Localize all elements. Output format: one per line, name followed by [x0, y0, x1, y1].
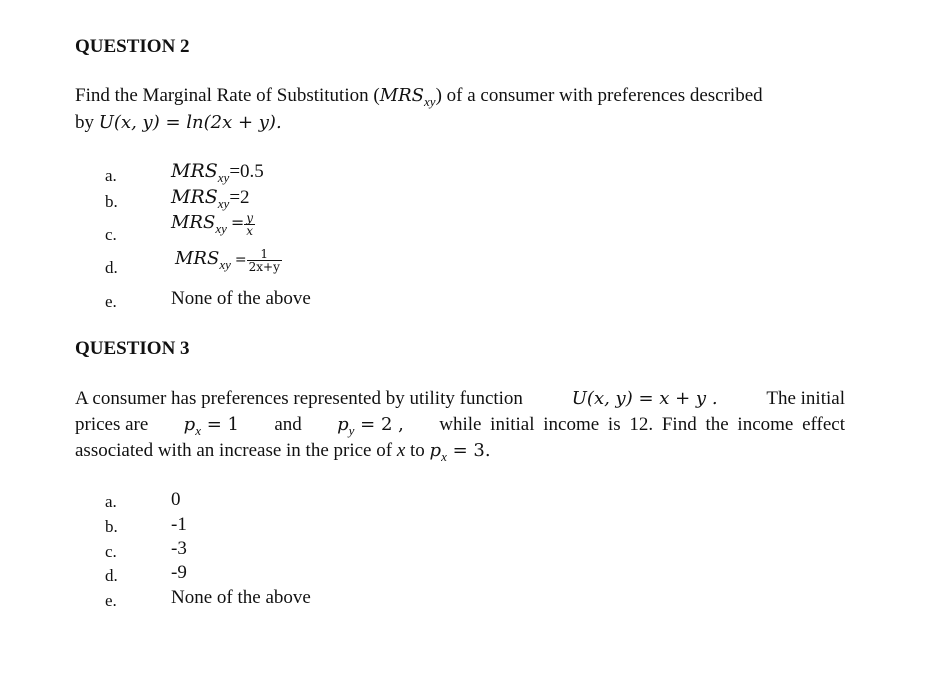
q2-option-c[interactable] [171, 212, 255, 237]
q2-option-d[interactable] [175, 248, 282, 273]
q2-option-d-denominator: 2x+y [248, 260, 280, 274]
q2-option-d-equals: = [234, 252, 247, 269]
q2-option-c-mrs: MRS [171, 212, 216, 234]
question-2-title: QUESTION 2 [75, 36, 190, 57]
q3-option-a-letter: a. [105, 492, 117, 511]
q3-px-sub: x [195, 423, 201, 438]
q2-option-c-letter: c. [105, 225, 117, 244]
q3-py-sub: y [348, 423, 355, 438]
q3-and: and [274, 414, 302, 435]
q3-option-b[interactable]: -1 [171, 514, 187, 535]
question-3-stem-line3 [75, 438, 491, 470]
stem-mrs: MRS [379, 85, 425, 106]
question-3-title: QUESTION 3 [75, 338, 190, 359]
q2-option-b-mrs: MRS [171, 186, 218, 208]
q2-option-d-numerator: 1 [260, 247, 269, 261]
q2-option-d-letter: d. [105, 258, 118, 277]
q2-option-a-letter: a. [105, 166, 117, 185]
q2-option-d-sub: xy [219, 257, 231, 273]
q3-line3-text: associated with an increase in the price of [75, 440, 393, 461]
stem-line2-prefix: by [75, 112, 99, 133]
q2-option-b-value: =2 [229, 187, 250, 208]
stem-text-after: ) of a consumer with preferences described [435, 85, 763, 106]
q2-option-b-letter: b. [105, 192, 118, 211]
q2-option-b-sub: xy [217, 196, 230, 211]
q3-option-b-letter: b. [105, 517, 118, 536]
q2-option-a-mrs: MRS [171, 160, 218, 182]
q2-option-c-numerator: y [246, 211, 254, 225]
stem-mrs-sub: xy [424, 94, 436, 109]
q2-option-b[interactable] [171, 186, 250, 212]
q2-option-e[interactable]: None of the above [171, 288, 311, 309]
q3-x: x [396, 440, 406, 461]
q2-option-c-denominator: x [246, 224, 254, 238]
q2-option-c-fraction [244, 212, 255, 237]
q3-new-px-value: = 3. [446, 440, 491, 461]
q3-option-e-letter: e. [105, 591, 117, 610]
q3-new-px-sub: x [441, 449, 447, 464]
q2-option-d-mrs: MRS [175, 248, 220, 270]
q2-option-d-fraction [247, 248, 282, 273]
q3-option-d-letter: d. [105, 566, 118, 585]
q3-option-e[interactable]: None of the above [171, 587, 311, 608]
q3-line1-end: The initial [766, 388, 845, 409]
question-2-stem-line2 [75, 110, 282, 136]
q3-option-a[interactable]: 0 [171, 489, 181, 510]
q3-prices-label: prices are [75, 414, 149, 435]
q3-px-value: = 1 [200, 414, 239, 435]
q3-to: to [410, 440, 425, 461]
stem-utility-formula: U(x, y) = ln(2x + y). [98, 112, 282, 133]
q2-option-c-equals: = [230, 213, 245, 233]
q3-line2-text: while initial income is 12. Find the income effect [439, 414, 845, 435]
q2-option-e-letter: e. [105, 292, 117, 311]
q2-option-c-sub: xy [215, 221, 227, 237]
q3-option-d[interactable]: -9 [171, 562, 187, 583]
question-3-stem-line1 [75, 386, 845, 412]
q3-utility-formula: U(x, y) = x + y . [571, 388, 718, 409]
q3-px: p [183, 414, 196, 435]
stem-text-before: Find the Marginal Rate of Substitution ( [75, 85, 380, 106]
q2-option-a[interactable] [171, 160, 264, 186]
q3-line1-text: A consumer has preferences represented by utility function [75, 388, 523, 409]
q3-option-c[interactable]: -3 [171, 538, 187, 559]
q3-option-c-letter: c. [105, 542, 117, 561]
q2-option-a-value: =0.5 [229, 161, 264, 182]
q3-py: p [337, 414, 349, 435]
q3-new-px: p [429, 440, 442, 461]
q2-option-a-sub: xy [217, 170, 230, 185]
q3-py-value: = 2 , [354, 414, 404, 435]
